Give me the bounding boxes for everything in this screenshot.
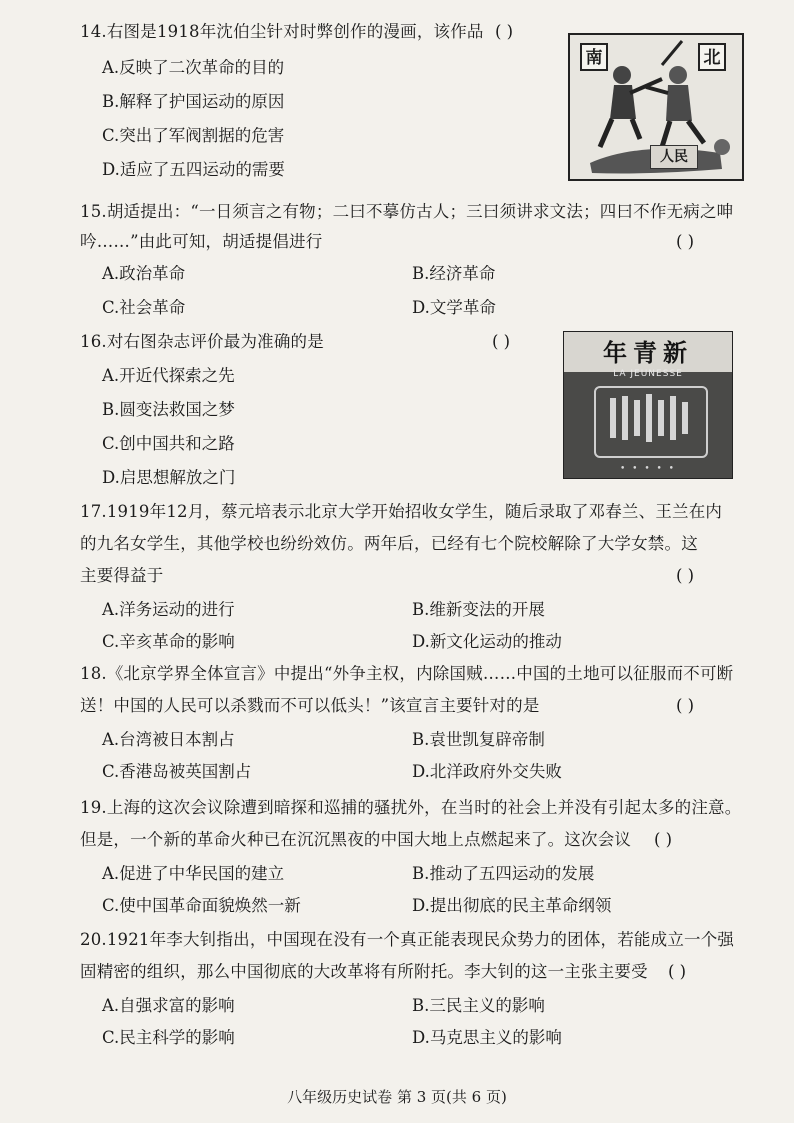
- question-stem: 18.《北京学界全体宣言》中提出“外争主权，内除国贼……中国的土地可以征服而不可断: [80, 664, 734, 683]
- option-d: D.新文化运动的推动: [412, 632, 562, 651]
- option-b: B.解释了护国运动的原因: [102, 92, 285, 111]
- tag-south: 南: [580, 43, 608, 71]
- question-stem: 20.1921年李大钊指出，中国现在没有一个真正能表现民众势力的团体，若能成立一个强: [80, 930, 735, 949]
- option-a: A.政治革命: [102, 264, 186, 283]
- option-b: B.推动了五四运动的发展: [412, 864, 595, 883]
- magazine-cover-frame: [594, 386, 708, 458]
- question-stem: 15.胡适提出：“一日须言之有物；二曰不摹仿古人；三曰须讲求文法；四曰不作无病之呻: [80, 202, 734, 221]
- question-stem: 19.上海的这次会议除遭到暗探和巡捕的骚扰外，在当时的社会上并没有引起太多的注意。: [80, 798, 742, 817]
- option-d: D.启思想解放之门: [102, 468, 236, 487]
- page-footer: 八年级历史试卷 第 3 页(共 6 页): [287, 1088, 507, 1106]
- magazine-portrait-icon: [596, 388, 702, 452]
- option-c: C.突出了军阀割据的危害: [102, 126, 285, 145]
- answer-bracket: ( ): [495, 22, 514, 41]
- question-stem: 吟……”由此可知，胡适提倡进行: [80, 232, 323, 251]
- magazine-title: 年青新: [603, 338, 693, 367]
- option-d: D.北洋政府外交失败: [412, 762, 562, 781]
- option-c: C.民主科学的影响: [102, 1028, 235, 1047]
- option-c: C.创中国共和之路: [102, 434, 235, 453]
- option-d: D.文学革命: [412, 298, 496, 317]
- option-d: D.提出彻底的民主革命纲领: [412, 896, 612, 915]
- option-a: A.反映了二次革命的目的: [102, 58, 285, 77]
- answer-bracket: ( ): [676, 232, 695, 251]
- option-b: B.圆变法救国之梦: [102, 400, 235, 419]
- question-17: [80, 496, 734, 656]
- option-a: A.自强求富的影响: [102, 996, 235, 1015]
- question-15: [80, 190, 734, 320]
- question-stem: 17.1919年12月，蔡元培表示北京大学开始招收女学生，随后录取了邓春兰、王兰在内: [80, 502, 723, 521]
- option-b: B.袁世凯复辟帝制: [412, 730, 545, 749]
- question-19: [80, 786, 742, 916]
- answer-bracket: ( ): [676, 696, 695, 715]
- option-c: C.社会革命: [102, 298, 186, 317]
- question-18: [80, 656, 734, 786]
- option-a: A.开近代探索之先: [102, 366, 235, 385]
- option-b: B.经济革命: [412, 264, 496, 283]
- question-20: [80, 918, 734, 1048]
- question-stem: 主要得益于: [80, 566, 164, 585]
- question-stem: 但是，一个新的革命火种已在沉沉黑夜的中国大地上点燃起来了。这次会议: [80, 830, 632, 849]
- option-b: B.三民主义的影响: [412, 996, 545, 1015]
- magazine-subtitle: LA JEUNESSE: [613, 369, 683, 379]
- option-d: D.适应了五四运动的需要: [102, 160, 285, 179]
- option-c: C.香港岛被英国割占: [102, 762, 252, 781]
- answer-bracket: ( ): [654, 830, 673, 849]
- question-stem: 14.右图是1918年沈伯尘针对时弊创作的漫画，该作品: [80, 22, 484, 41]
- question-stem: 固精密的组织，那么中国彻底的大改革将有所附托。李大钊的这一主张主要受: [80, 962, 648, 981]
- answer-bracket: ( ): [676, 566, 695, 585]
- option-a: A.台湾被日本割占: [102, 730, 235, 749]
- tag-north: 北: [698, 43, 726, 71]
- answer-bracket: ( ): [492, 332, 511, 351]
- option-c: C.使中国革命面貌焕然一新: [102, 896, 301, 915]
- option-a: A.促进了中华民国的建立: [102, 864, 285, 883]
- question-stem: 的九名女学生，其他学校也纷纷效仿。两年后，已经有七个院校解除了大学女禁。这: [80, 534, 698, 553]
- question-stem: 送！中国的人民可以杀戮而不可以低头！”该宣言主要针对的是: [80, 696, 540, 715]
- magazine-image: [563, 331, 733, 479]
- question-stem: 16.对右图杂志评价最为准确的是: [80, 332, 324, 351]
- people-label: 人民: [650, 145, 698, 169]
- option-b: B.维新变法的开展: [412, 600, 545, 619]
- magazine-footer-decoration: • • • • •: [620, 464, 676, 474]
- option-c: C.辛亥革命的影响: [102, 632, 235, 651]
- option-d: D.马克思主义的影响: [412, 1028, 562, 1047]
- cartoon-image: [568, 33, 744, 181]
- answer-bracket: ( ): [668, 962, 687, 981]
- option-a: A.洋务运动的进行: [102, 600, 235, 619]
